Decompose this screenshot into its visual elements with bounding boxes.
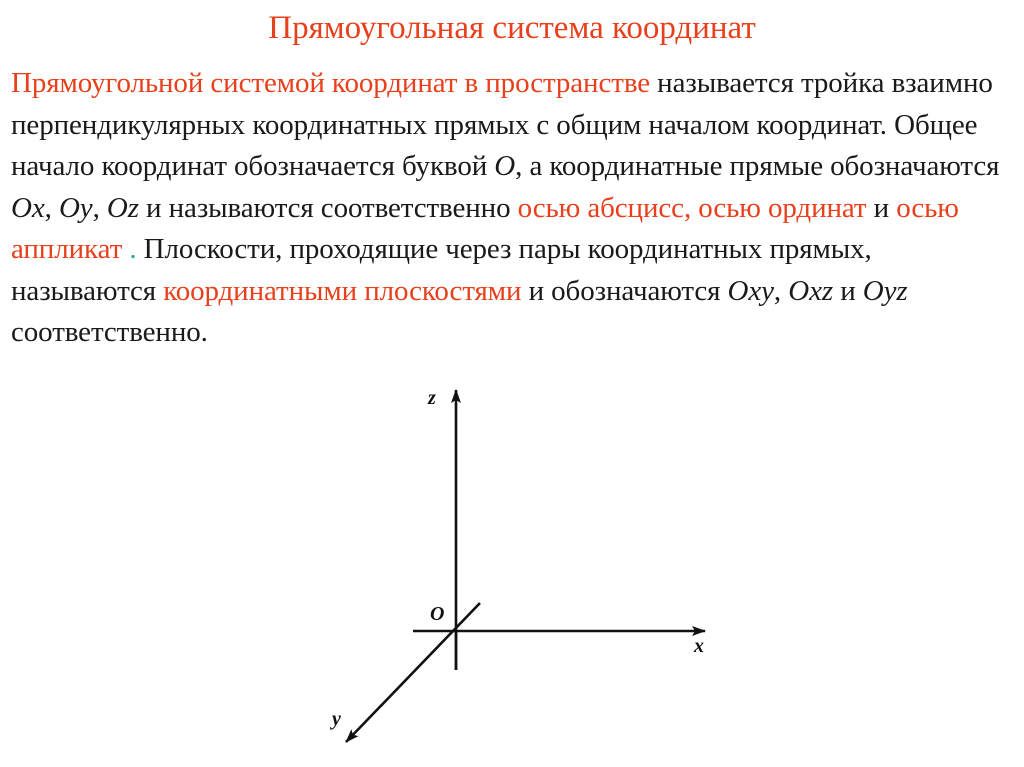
text-segment: Плоскости, проходящие через пары координатных прямых, называются [11,233,872,307]
label-y: y [332,708,341,730]
axis-ox: Ox [11,191,45,224]
axis-oz: Oz [106,191,139,224]
y-axis-line [346,603,480,742]
term-ordinate: осью ординат [698,191,867,224]
term-applicate: осью аппликат [11,191,959,265]
label-origin: O [430,603,445,625]
term-rectangular-system: Прямоугольной системой координат в пространстве [11,67,651,99]
plane-oxy: Oxy [727,274,774,307]
definition-paragraph [11,63,1016,354]
axis-oy: Oy [58,191,93,224]
text-segment: , [773,274,789,307]
text-segment: и [833,274,863,307]
coordinate-axes-diagram [320,380,740,767]
text-segment: , [92,191,107,224]
text-segment: и [866,191,897,224]
plane-oyz: Oyz [862,274,908,307]
text-segment: и обозначаются [521,274,728,307]
label-x: x [694,635,704,657]
label-z: z [428,387,436,409]
origin-letter: O [494,150,516,182]
plane-oxz: Oxz [788,274,834,307]
text-segment: , [44,191,59,224]
text-segment: . [122,233,137,265]
term-abscissa: осью абсцисс [517,191,684,224]
text-segment: называется тройка взаимно перпендикулярных координатных прямых с общим началом координат. Общее начало координат обозначается буквой [11,67,993,182]
term-coordinate-planes: координатными плоскостями [163,274,522,307]
slide-title: Прямоугольная система координат [268,10,756,46]
text-segment: , а координатные прямые обозначаются [515,150,1000,182]
text-segment: соответственно. [11,316,208,348]
text-segment: , [683,191,699,224]
text-segment: и называются соответственно [138,191,518,224]
